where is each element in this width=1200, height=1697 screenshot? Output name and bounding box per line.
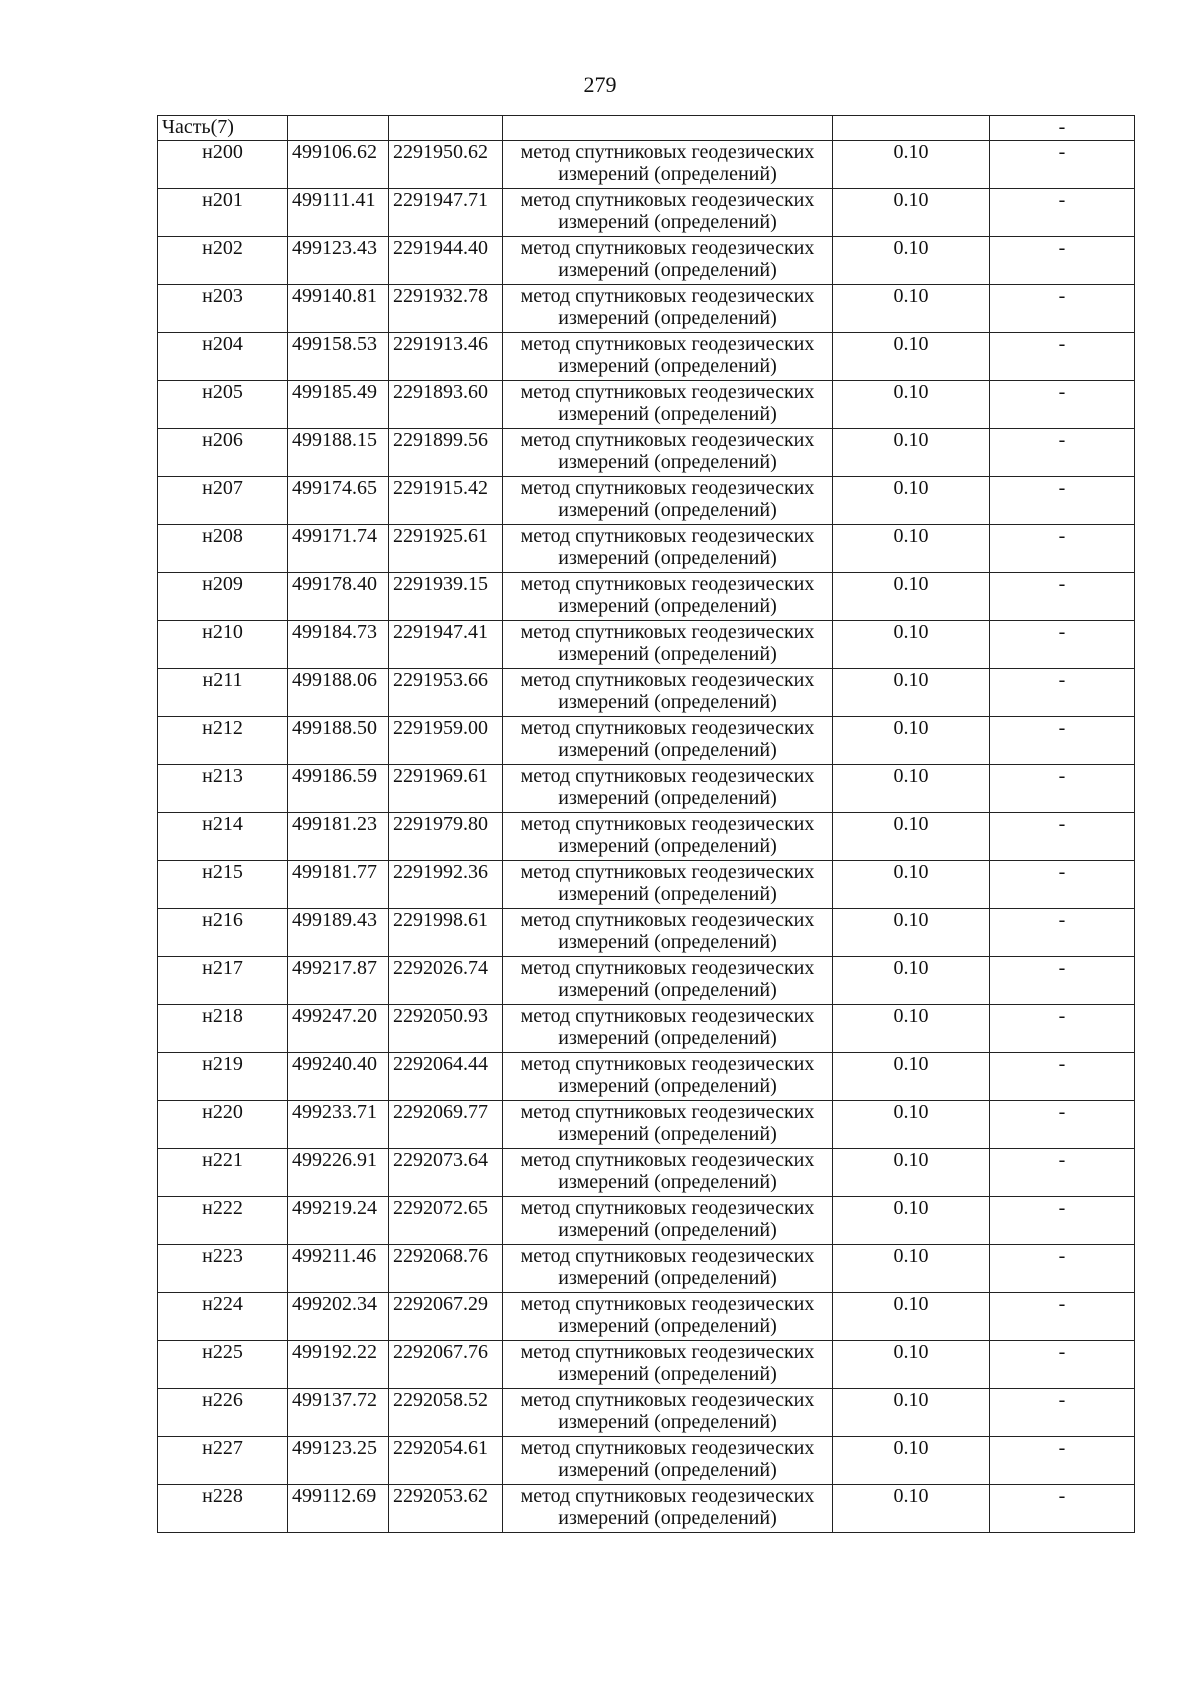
point-name-cell: н227 bbox=[158, 1437, 288, 1485]
section-dash: - bbox=[990, 116, 1135, 141]
table-row bbox=[158, 957, 1135, 1005]
point-name-cell: н210 bbox=[158, 621, 288, 669]
x-coordinate-cell: 499188.50 bbox=[288, 717, 389, 765]
x-coordinate-cell: 499137.72 bbox=[288, 1389, 389, 1437]
x-coordinate-cell: 499186.59 bbox=[288, 765, 389, 813]
table-row bbox=[158, 333, 1135, 381]
note-cell: - bbox=[990, 813, 1135, 861]
point-name-cell: н228 bbox=[158, 1485, 288, 1533]
method-cell: метод спутниковых геодезических измерений (определений) bbox=[503, 1149, 833, 1197]
point-name-cell: н222 bbox=[158, 1197, 288, 1245]
accuracy-cell: 0.10 bbox=[833, 1245, 990, 1293]
method-cell: метод спутниковых геодезических измерений (определений) bbox=[503, 1485, 833, 1533]
note-cell: - bbox=[990, 1053, 1135, 1101]
note-cell: - bbox=[990, 957, 1135, 1005]
accuracy-cell: 0.10 bbox=[833, 717, 990, 765]
y-coordinate-cell: 2291944.40 bbox=[389, 237, 503, 285]
section-header-row bbox=[158, 116, 1135, 141]
point-name-cell: н223 bbox=[158, 1245, 288, 1293]
table-row bbox=[158, 1293, 1135, 1341]
note-cell: - bbox=[990, 1293, 1135, 1341]
accuracy-cell: 0.10 bbox=[833, 141, 990, 189]
table-row bbox=[158, 1101, 1135, 1149]
x-coordinate-cell: 499189.43 bbox=[288, 909, 389, 957]
accuracy-cell: 0.10 bbox=[833, 1005, 990, 1053]
y-coordinate-cell: 2291932.78 bbox=[389, 285, 503, 333]
point-name-cell: н213 bbox=[158, 765, 288, 813]
point-name-cell: н208 bbox=[158, 525, 288, 573]
y-coordinate-cell: 2292026.74 bbox=[389, 957, 503, 1005]
table-row bbox=[158, 1197, 1135, 1245]
x-coordinate-cell: 499158.53 bbox=[288, 333, 389, 381]
note-cell: - bbox=[990, 333, 1135, 381]
coordinates-table bbox=[157, 115, 1135, 1533]
note-cell: - bbox=[990, 189, 1135, 237]
table-row bbox=[158, 861, 1135, 909]
point-name-cell: н205 bbox=[158, 381, 288, 429]
y-coordinate-cell: 2292067.29 bbox=[389, 1293, 503, 1341]
table-row bbox=[158, 381, 1135, 429]
accuracy-cell: 0.10 bbox=[833, 1293, 990, 1341]
note-cell: - bbox=[990, 141, 1135, 189]
y-coordinate-cell: 2291959.00 bbox=[389, 717, 503, 765]
table-row bbox=[158, 1485, 1135, 1533]
method-cell: метод спутниковых геодезических измерений (определений) bbox=[503, 621, 833, 669]
method-cell: метод спутниковых геодезических измерений (определений) bbox=[503, 813, 833, 861]
note-cell: - bbox=[990, 1197, 1135, 1245]
x-coordinate-cell: 499140.81 bbox=[288, 285, 389, 333]
table-row bbox=[158, 573, 1135, 621]
table-row bbox=[158, 1437, 1135, 1485]
table-row bbox=[158, 621, 1135, 669]
accuracy-cell: 0.10 bbox=[833, 813, 990, 861]
point-name-cell: н225 bbox=[158, 1341, 288, 1389]
accuracy-cell: 0.10 bbox=[833, 1101, 990, 1149]
method-cell: метод спутниковых геодезических измерений (определений) bbox=[503, 333, 833, 381]
note-cell: - bbox=[990, 1005, 1135, 1053]
y-coordinate-cell: 2292050.93 bbox=[389, 1005, 503, 1053]
table-row bbox=[158, 237, 1135, 285]
note-cell: - bbox=[990, 381, 1135, 429]
accuracy-cell: 0.10 bbox=[833, 1437, 990, 1485]
accuracy-cell: 0.10 bbox=[833, 621, 990, 669]
x-coordinate-cell: 499174.65 bbox=[288, 477, 389, 525]
method-cell: метод спутниковых геодезических измерений (определений) bbox=[503, 1101, 833, 1149]
x-coordinate-cell: 499123.25 bbox=[288, 1437, 389, 1485]
accuracy-cell: 0.10 bbox=[833, 1149, 990, 1197]
x-coordinate-cell: 499247.20 bbox=[288, 1005, 389, 1053]
method-cell: метод спутниковых геодезических измерений (определений) bbox=[503, 957, 833, 1005]
point-name-cell: н221 bbox=[158, 1149, 288, 1197]
note-cell: - bbox=[990, 669, 1135, 717]
note-cell: - bbox=[990, 525, 1135, 573]
accuracy-cell: 0.10 bbox=[833, 381, 990, 429]
table-row bbox=[158, 669, 1135, 717]
x-coordinate-cell: 499202.34 bbox=[288, 1293, 389, 1341]
x-coordinate-cell: 499211.46 bbox=[288, 1245, 389, 1293]
x-coordinate-cell: 499217.87 bbox=[288, 957, 389, 1005]
y-coordinate-cell: 2291998.61 bbox=[389, 909, 503, 957]
table-row bbox=[158, 429, 1135, 477]
method-cell: метод спутниковых геодезических измерений (определений) bbox=[503, 1389, 833, 1437]
method-cell: метод спутниковых геодезических измерений (определений) bbox=[503, 765, 833, 813]
y-coordinate-cell: 2292073.64 bbox=[389, 1149, 503, 1197]
accuracy-cell: 0.10 bbox=[833, 333, 990, 381]
y-coordinate-cell: 2292067.76 bbox=[389, 1341, 503, 1389]
point-name-cell: н201 bbox=[158, 189, 288, 237]
empty-cell bbox=[503, 116, 833, 141]
point-name-cell: н215 bbox=[158, 861, 288, 909]
note-cell: - bbox=[990, 1485, 1135, 1533]
y-coordinate-cell: 2291925.61 bbox=[389, 525, 503, 573]
note-cell: - bbox=[990, 621, 1135, 669]
method-cell: метод спутниковых геодезических измерений (определений) bbox=[503, 285, 833, 333]
y-coordinate-cell: 2292072.65 bbox=[389, 1197, 503, 1245]
point-name-cell: н214 bbox=[158, 813, 288, 861]
empty-cell bbox=[389, 116, 503, 141]
y-coordinate-cell: 2292053.62 bbox=[389, 1485, 503, 1533]
method-cell: метод спутниковых геодезических измерений (определений) bbox=[503, 141, 833, 189]
x-coordinate-cell: 499111.41 bbox=[288, 189, 389, 237]
method-cell: метод спутниковых геодезических измерений (определений) bbox=[503, 429, 833, 477]
accuracy-cell: 0.10 bbox=[833, 477, 990, 525]
y-coordinate-cell: 2291893.60 bbox=[389, 381, 503, 429]
accuracy-cell: 0.10 bbox=[833, 765, 990, 813]
accuracy-cell: 0.10 bbox=[833, 285, 990, 333]
empty-cell bbox=[288, 116, 389, 141]
x-coordinate-cell: 499181.23 bbox=[288, 813, 389, 861]
y-coordinate-cell: 2291947.71 bbox=[389, 189, 503, 237]
point-name-cell: н218 bbox=[158, 1005, 288, 1053]
section-label: Часть(7) bbox=[158, 116, 288, 141]
method-cell: метод спутниковых геодезических измерений (определений) bbox=[503, 237, 833, 285]
x-coordinate-cell: 499184.73 bbox=[288, 621, 389, 669]
x-coordinate-cell: 499188.06 bbox=[288, 669, 389, 717]
point-name-cell: н209 bbox=[158, 573, 288, 621]
accuracy-cell: 0.10 bbox=[833, 861, 990, 909]
x-coordinate-cell: 499226.91 bbox=[288, 1149, 389, 1197]
accuracy-cell: 0.10 bbox=[833, 1341, 990, 1389]
table-row bbox=[158, 1341, 1135, 1389]
point-name-cell: н226 bbox=[158, 1389, 288, 1437]
y-coordinate-cell: 2291969.61 bbox=[389, 765, 503, 813]
accuracy-cell: 0.10 bbox=[833, 429, 990, 477]
point-name-cell: н220 bbox=[158, 1101, 288, 1149]
table-row bbox=[158, 1149, 1135, 1197]
x-coordinate-cell: 499185.49 bbox=[288, 381, 389, 429]
note-cell: - bbox=[990, 861, 1135, 909]
accuracy-cell: 0.10 bbox=[833, 669, 990, 717]
x-coordinate-cell: 499178.40 bbox=[288, 573, 389, 621]
x-coordinate-cell: 499219.24 bbox=[288, 1197, 389, 1245]
table-row bbox=[158, 525, 1135, 573]
table-row bbox=[158, 813, 1135, 861]
table-row bbox=[158, 285, 1135, 333]
method-cell: метод спутниковых геодезических измерений (определений) bbox=[503, 573, 833, 621]
table-row bbox=[158, 909, 1135, 957]
table-row bbox=[158, 1053, 1135, 1101]
x-coordinate-cell: 499192.22 bbox=[288, 1341, 389, 1389]
accuracy-cell: 0.10 bbox=[833, 573, 990, 621]
y-coordinate-cell: 2292058.52 bbox=[389, 1389, 503, 1437]
page-number: 279 bbox=[583, 72, 617, 97]
accuracy-cell: 0.10 bbox=[833, 1389, 990, 1437]
point-name-cell: н202 bbox=[158, 237, 288, 285]
note-cell: - bbox=[990, 285, 1135, 333]
method-cell: метод спутниковых геодезических измерений (определений) bbox=[503, 1341, 833, 1389]
y-coordinate-cell: 2291939.15 bbox=[389, 573, 503, 621]
y-coordinate-cell: 2291979.80 bbox=[389, 813, 503, 861]
x-coordinate-cell: 499181.77 bbox=[288, 861, 389, 909]
point-name-cell: н219 bbox=[158, 1053, 288, 1101]
point-name-cell: н203 bbox=[158, 285, 288, 333]
note-cell: - bbox=[990, 717, 1135, 765]
point-name-cell: н216 bbox=[158, 909, 288, 957]
note-cell: - bbox=[990, 765, 1135, 813]
accuracy-cell: 0.10 bbox=[833, 1485, 990, 1533]
accuracy-cell: 0.10 bbox=[833, 237, 990, 285]
point-name-cell: н206 bbox=[158, 429, 288, 477]
table-row bbox=[158, 1389, 1135, 1437]
table-body bbox=[158, 116, 1135, 1533]
accuracy-cell: 0.10 bbox=[833, 1053, 990, 1101]
accuracy-cell: 0.10 bbox=[833, 909, 990, 957]
table-row bbox=[158, 141, 1135, 189]
method-cell: метод спутниковых геодезических измерений (определений) bbox=[503, 189, 833, 237]
point-name-cell: н211 bbox=[158, 669, 288, 717]
table-row bbox=[158, 1245, 1135, 1293]
method-cell: метод спутниковых геодезических измерений (определений) bbox=[503, 1437, 833, 1485]
table-row bbox=[158, 189, 1135, 237]
x-coordinate-cell: 499233.71 bbox=[288, 1101, 389, 1149]
y-coordinate-cell: 2291950.62 bbox=[389, 141, 503, 189]
y-coordinate-cell: 2292069.77 bbox=[389, 1101, 503, 1149]
point-name-cell: н207 bbox=[158, 477, 288, 525]
y-coordinate-cell: 2292054.61 bbox=[389, 1437, 503, 1485]
method-cell: метод спутниковых геодезических измерений (определений) bbox=[503, 1053, 833, 1101]
note-cell: - bbox=[990, 429, 1135, 477]
note-cell: - bbox=[990, 1101, 1135, 1149]
method-cell: метод спутниковых геодезических измерений (определений) bbox=[503, 1245, 833, 1293]
point-name-cell: н212 bbox=[158, 717, 288, 765]
table-row bbox=[158, 477, 1135, 525]
point-name-cell: н217 bbox=[158, 957, 288, 1005]
empty-cell bbox=[833, 116, 990, 141]
method-cell: метод спутниковых геодезических измерений (определений) bbox=[503, 909, 833, 957]
y-coordinate-cell: 2291915.42 bbox=[389, 477, 503, 525]
note-cell: - bbox=[990, 237, 1135, 285]
method-cell: метод спутниковых геодезических измерений (определений) bbox=[503, 525, 833, 573]
point-name-cell: н204 bbox=[158, 333, 288, 381]
note-cell: - bbox=[990, 1437, 1135, 1485]
accuracy-cell: 0.10 bbox=[833, 957, 990, 1005]
method-cell: метод спутниковых геодезических измерений (определений) bbox=[503, 717, 833, 765]
y-coordinate-cell: 2292068.76 bbox=[389, 1245, 503, 1293]
x-coordinate-cell: 499188.15 bbox=[288, 429, 389, 477]
accuracy-cell: 0.10 bbox=[833, 189, 990, 237]
x-coordinate-cell: 499112.69 bbox=[288, 1485, 389, 1533]
point-name-cell: н200 bbox=[158, 141, 288, 189]
point-name-cell: н224 bbox=[158, 1293, 288, 1341]
table-row bbox=[158, 717, 1135, 765]
y-coordinate-cell: 2291913.46 bbox=[389, 333, 503, 381]
y-coordinate-cell: 2291947.41 bbox=[389, 621, 503, 669]
y-coordinate-cell: 2291992.36 bbox=[389, 861, 503, 909]
x-coordinate-cell: 499171.74 bbox=[288, 525, 389, 573]
method-cell: метод спутниковых геодезических измерений (определений) bbox=[503, 861, 833, 909]
y-coordinate-cell: 2291899.56 bbox=[389, 429, 503, 477]
method-cell: метод спутниковых геодезических измерений (определений) bbox=[503, 1005, 833, 1053]
x-coordinate-cell: 499123.43 bbox=[288, 237, 389, 285]
table-row bbox=[158, 765, 1135, 813]
method-cell: метод спутниковых геодезических измерений (определений) bbox=[503, 381, 833, 429]
note-cell: - bbox=[990, 1245, 1135, 1293]
method-cell: метод спутниковых геодезических измерений (определений) bbox=[503, 1293, 833, 1341]
accuracy-cell: 0.10 bbox=[833, 1197, 990, 1245]
y-coordinate-cell: 2291953.66 bbox=[389, 669, 503, 717]
note-cell: - bbox=[990, 1389, 1135, 1437]
note-cell: - bbox=[990, 573, 1135, 621]
y-coordinate-cell: 2292064.44 bbox=[389, 1053, 503, 1101]
accuracy-cell: 0.10 bbox=[833, 525, 990, 573]
note-cell: - bbox=[990, 477, 1135, 525]
method-cell: метод спутниковых геодезических измерений (определений) bbox=[503, 477, 833, 525]
note-cell: - bbox=[990, 1341, 1135, 1389]
method-cell: метод спутниковых геодезических измерений (определений) bbox=[503, 669, 833, 717]
note-cell: - bbox=[990, 1149, 1135, 1197]
table-row bbox=[158, 1005, 1135, 1053]
note-cell: - bbox=[990, 909, 1135, 957]
x-coordinate-cell: 499240.40 bbox=[288, 1053, 389, 1101]
x-coordinate-cell: 499106.62 bbox=[288, 141, 389, 189]
method-cell: метод спутниковых геодезических измерений (определений) bbox=[503, 1197, 833, 1245]
